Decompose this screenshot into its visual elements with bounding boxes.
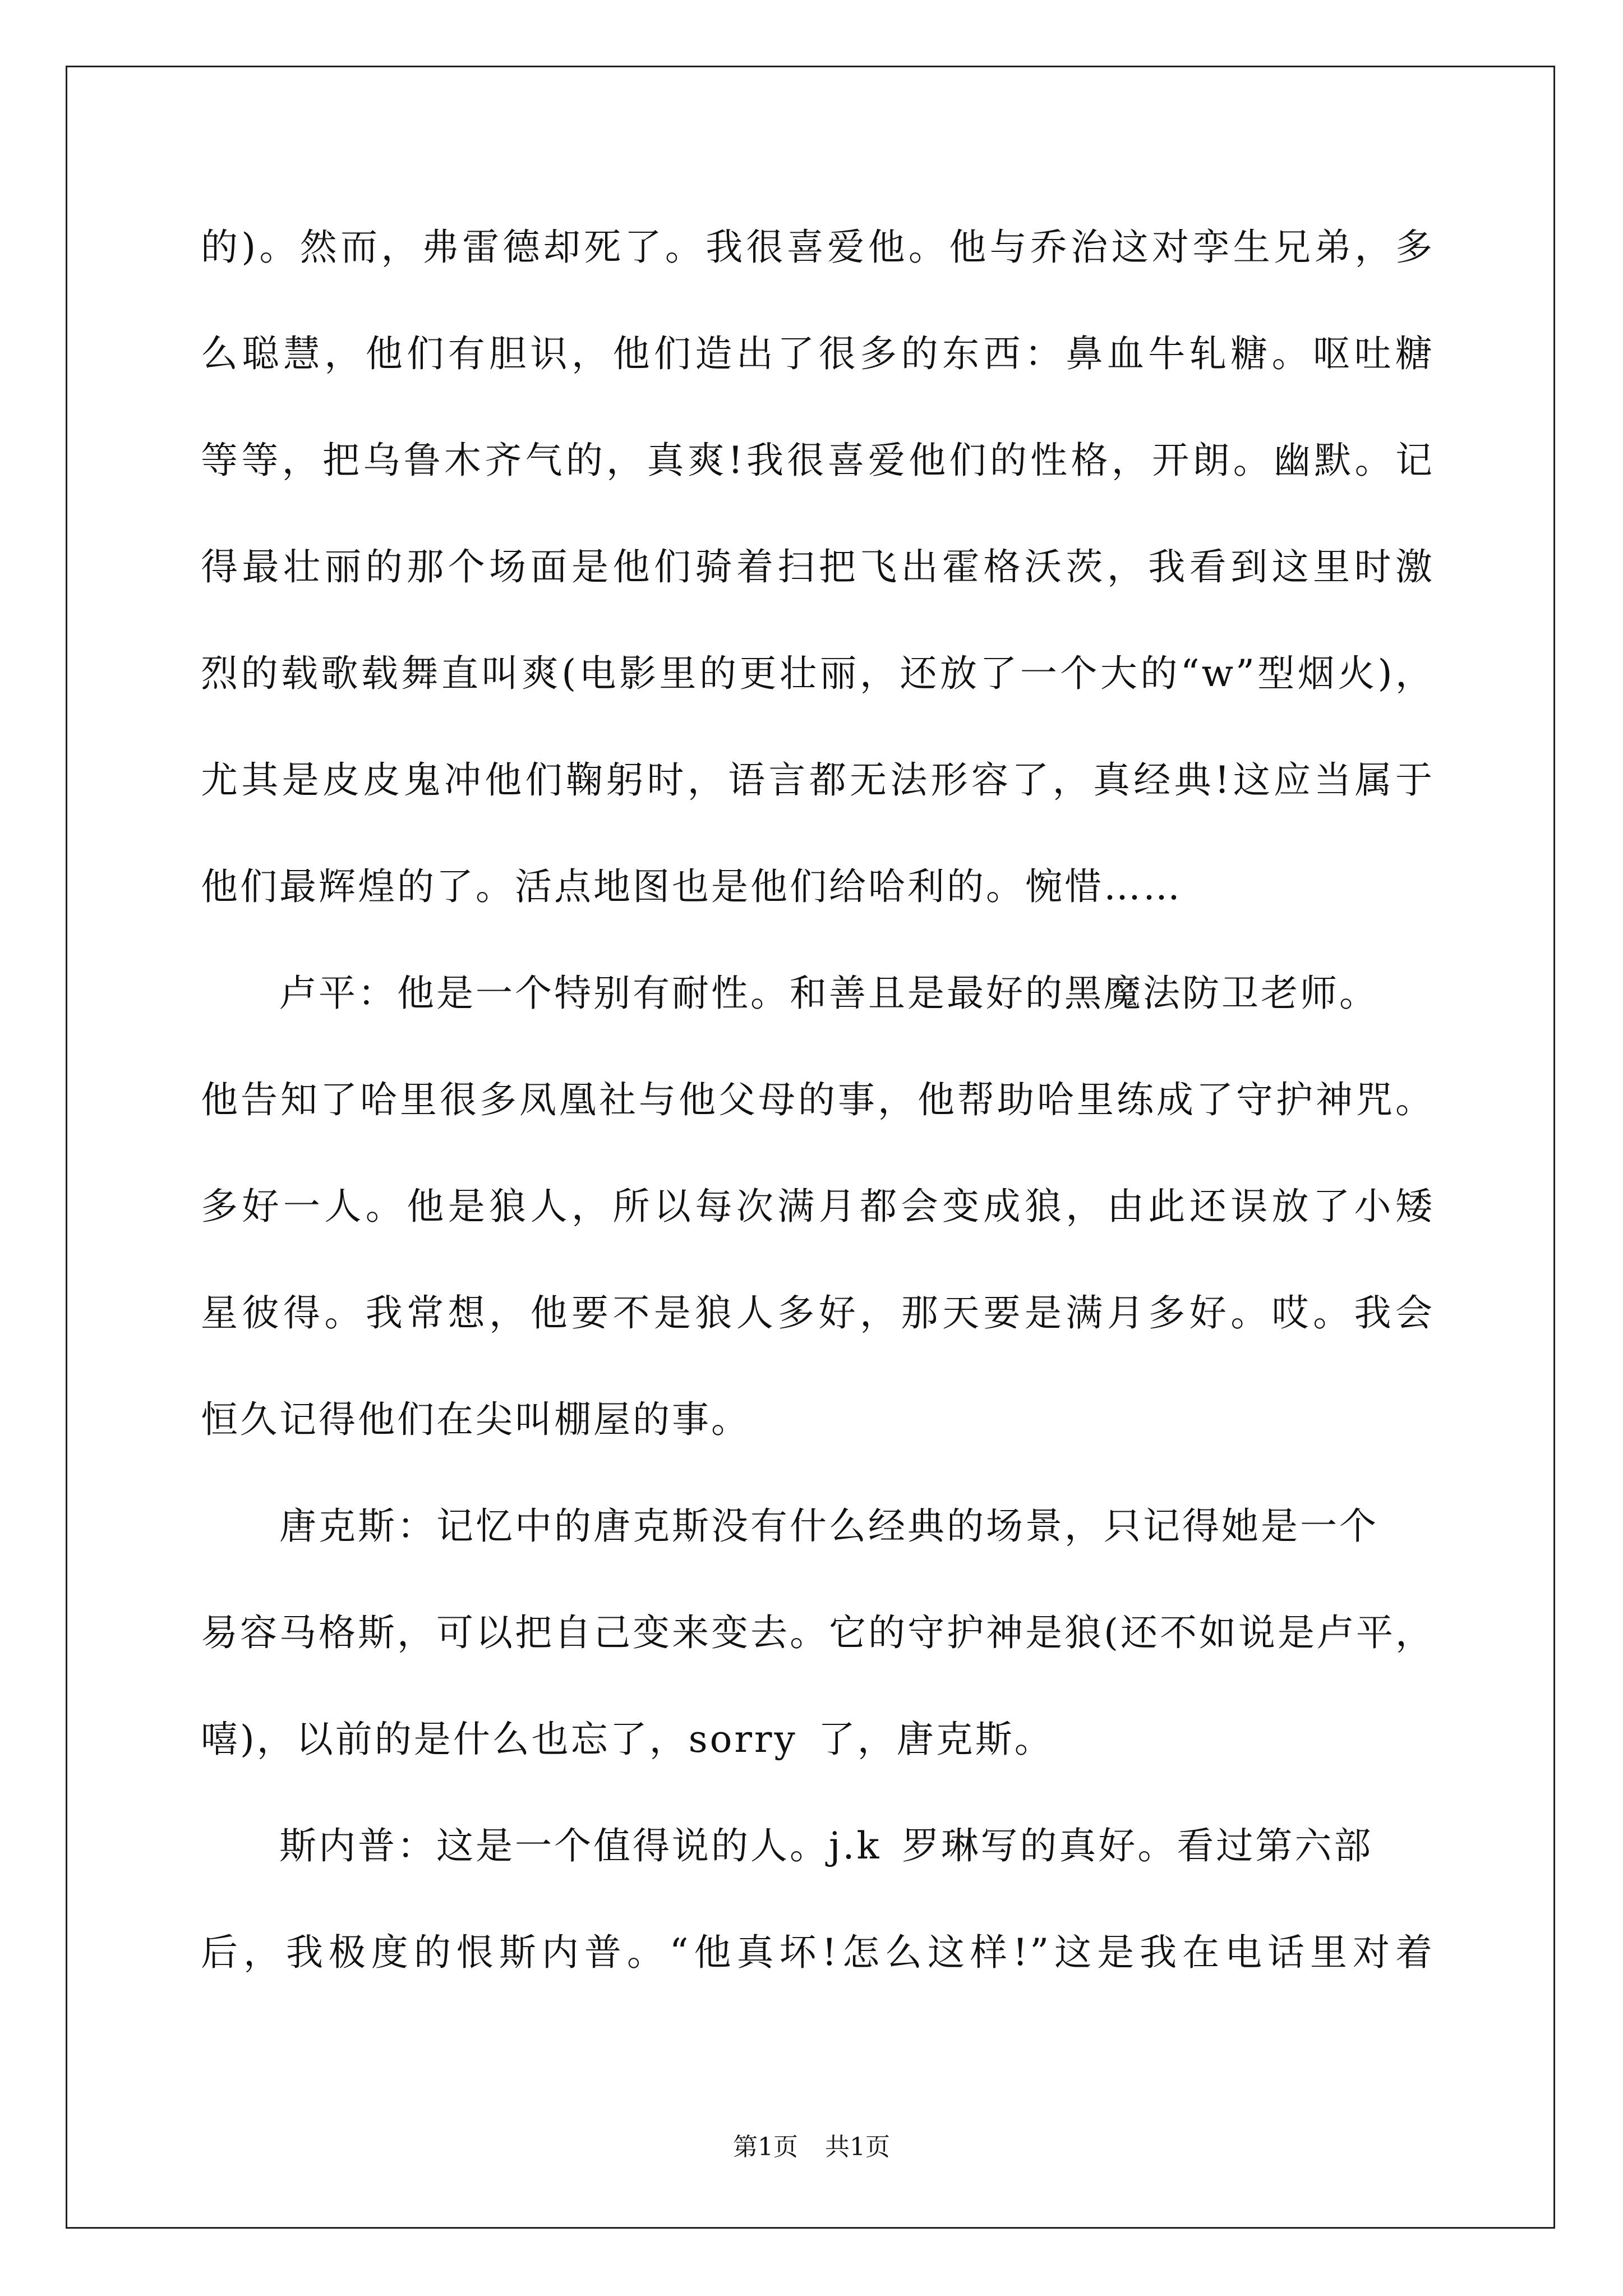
page-number: 第1页 (733, 2133, 798, 2161)
text-line: 他告知了哈里很多凤凰社与他父母的事，他帮助哈里练成了守护神咒。 (201, 1078, 1435, 1121)
text-line: 多好一人。他是狼人，所以每次满月都会变成狼，由此还误放了小矮 (201, 1185, 1435, 1228)
text-line: 嘻)，以前的是什么也忘了，sorry 了，唐克斯。 (201, 1718, 1054, 1761)
text-line: 恒久记得他们在尖叫棚屋的事。 (201, 1398, 750, 1441)
text-line: 尤其是皮皮鬼冲他们鞠躬时，语言都无法形容了，真经典!这应当属于 (201, 758, 1435, 802)
text-line: 烈的载歌载舞直叫爽(电影里的更壮丽，还放了一个大的“w”型烟火)， (201, 652, 1435, 695)
text-line: 后，我极度的恨斯内普。“他真坏!怎么这样!”这是我在电话里对着 (201, 1931, 1435, 1974)
paragraph-start-line: 唐克斯：记忆中的唐克斯没有什么经典的场景，只记得她是一个 (279, 1504, 1378, 1548)
paragraph-start-line: 斯内普：这是一个值得说的人。j.k 罗琳写的真好。看过第六部 (279, 1824, 1373, 1867)
text-line: 等等，把乌鲁木齐气的，真爽!我很喜爱他们的性格，开朗。幽默。记 (201, 439, 1435, 482)
text-line: 他们最辉煌的了。活点地图也是他们给哈利的。惋惜…… (201, 865, 1182, 908)
text-line: 么聪慧，他们有胆识，他们造出了很多的东西：鼻血牛轧糖。呕吐糖 (201, 332, 1435, 375)
page-footer (0, 2131, 1623, 2164)
text-line: 易容马格斯，可以把自己变来变去。它的守护神是狼(还不如说是卢平， (201, 1611, 1435, 1654)
text-line: 得最壮丽的那个场面是他们骑着扫把飞出霍格沃茨，我看到这里时激 (201, 545, 1435, 588)
page-total: 共1页 (825, 2133, 890, 2161)
document-body (201, 211, 1435, 2023)
text-line: 的)。然而，弗雷德却死了。我很喜爱他。他与乔治这对孪生兄弟，多 (201, 226, 1435, 269)
paragraph-start-line: 卢平：他是一个特别有耐性。和善且是最好的黑魔法防卫老师。 (279, 972, 1378, 1015)
text-line: 星彼得。我常想，他要不是狼人多好，那天要是满月多好。哎。我会 (201, 1291, 1435, 1335)
